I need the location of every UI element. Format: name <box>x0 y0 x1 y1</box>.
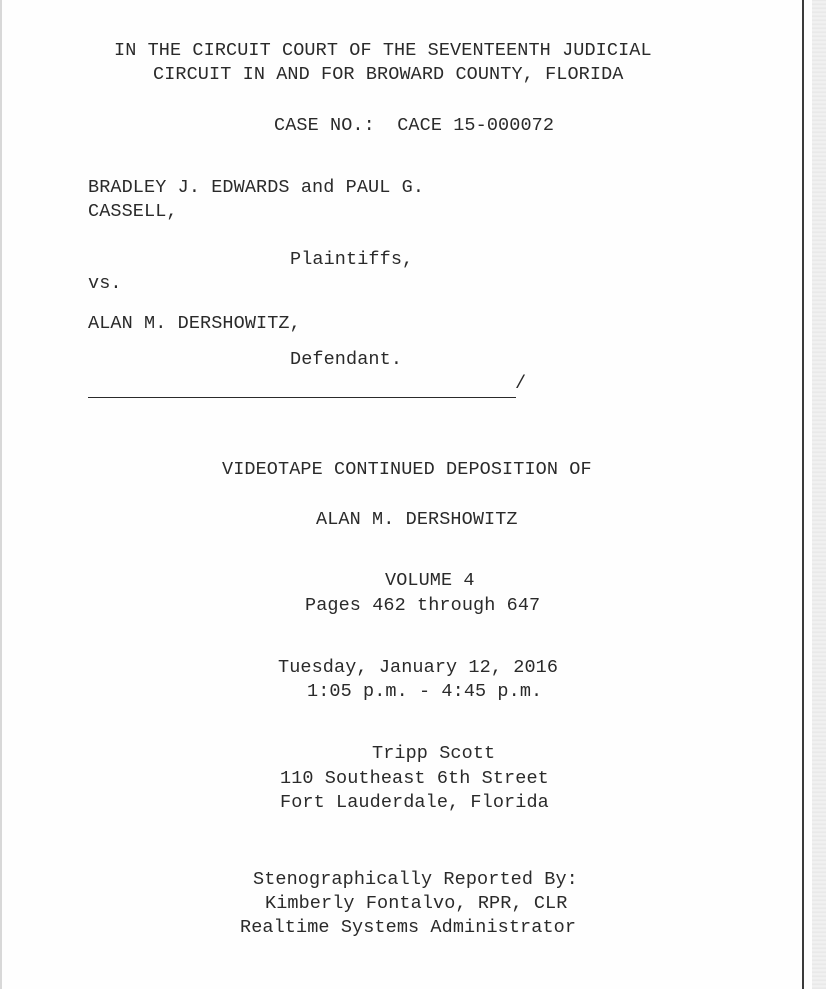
case-number: CASE NO.: CACE 15-000072 <box>274 115 555 136</box>
reporter-line-3: Realtime Systems Administrator <box>240 917 577 938</box>
deposition-time: 1:05 p.m. - 4:45 p.m. <box>307 681 543 702</box>
reporter-line-1: Stenographically Reported By: <box>253 869 578 890</box>
location-name: Tripp Scott <box>372 743 496 764</box>
court-line-1: IN THE CIRCUIT COURT OF THE SEVENTEENTH JUDICIAL <box>114 40 652 61</box>
deposition-title: VIDEOTAPE CONTINUED DEPOSITION OF <box>222 459 592 480</box>
versus-label: vs. <box>88 273 122 294</box>
volume-number: VOLUME 4 <box>385 570 475 591</box>
deposition-date: Tuesday, January 12, 2016 <box>278 657 559 678</box>
page-range: Pages 462 through 647 <box>305 595 541 616</box>
caption-rule <box>88 397 516 398</box>
scan-margin <box>812 0 826 989</box>
court-line-2: CIRCUIT IN AND FOR BROWARD COUNTY, FLORIDA <box>153 64 624 85</box>
deponent-name: ALAN M. DERSHOWITZ <box>316 509 518 530</box>
caption-slash: / <box>515 373 527 394</box>
defendant-label: Defendant. <box>290 349 403 370</box>
page-right-edge <box>802 0 804 989</box>
plaintiffs-names-line-1: BRADLEY J. EDWARDS and PAUL G. <box>88 177 425 198</box>
reporter-line-2: Kimberly Fontalvo, RPR, CLR <box>265 893 568 914</box>
location-street: 110 Southeast 6th Street <box>280 768 549 789</box>
plaintiffs-label: Plaintiffs, <box>290 249 414 270</box>
plaintiffs-names-line-2: CASSELL, <box>88 201 178 222</box>
defendant-name: ALAN M. DERSHOWITZ, <box>88 313 301 334</box>
location-city: Fort Lauderdale, Florida <box>280 792 549 813</box>
page-left-edge <box>0 0 2 989</box>
